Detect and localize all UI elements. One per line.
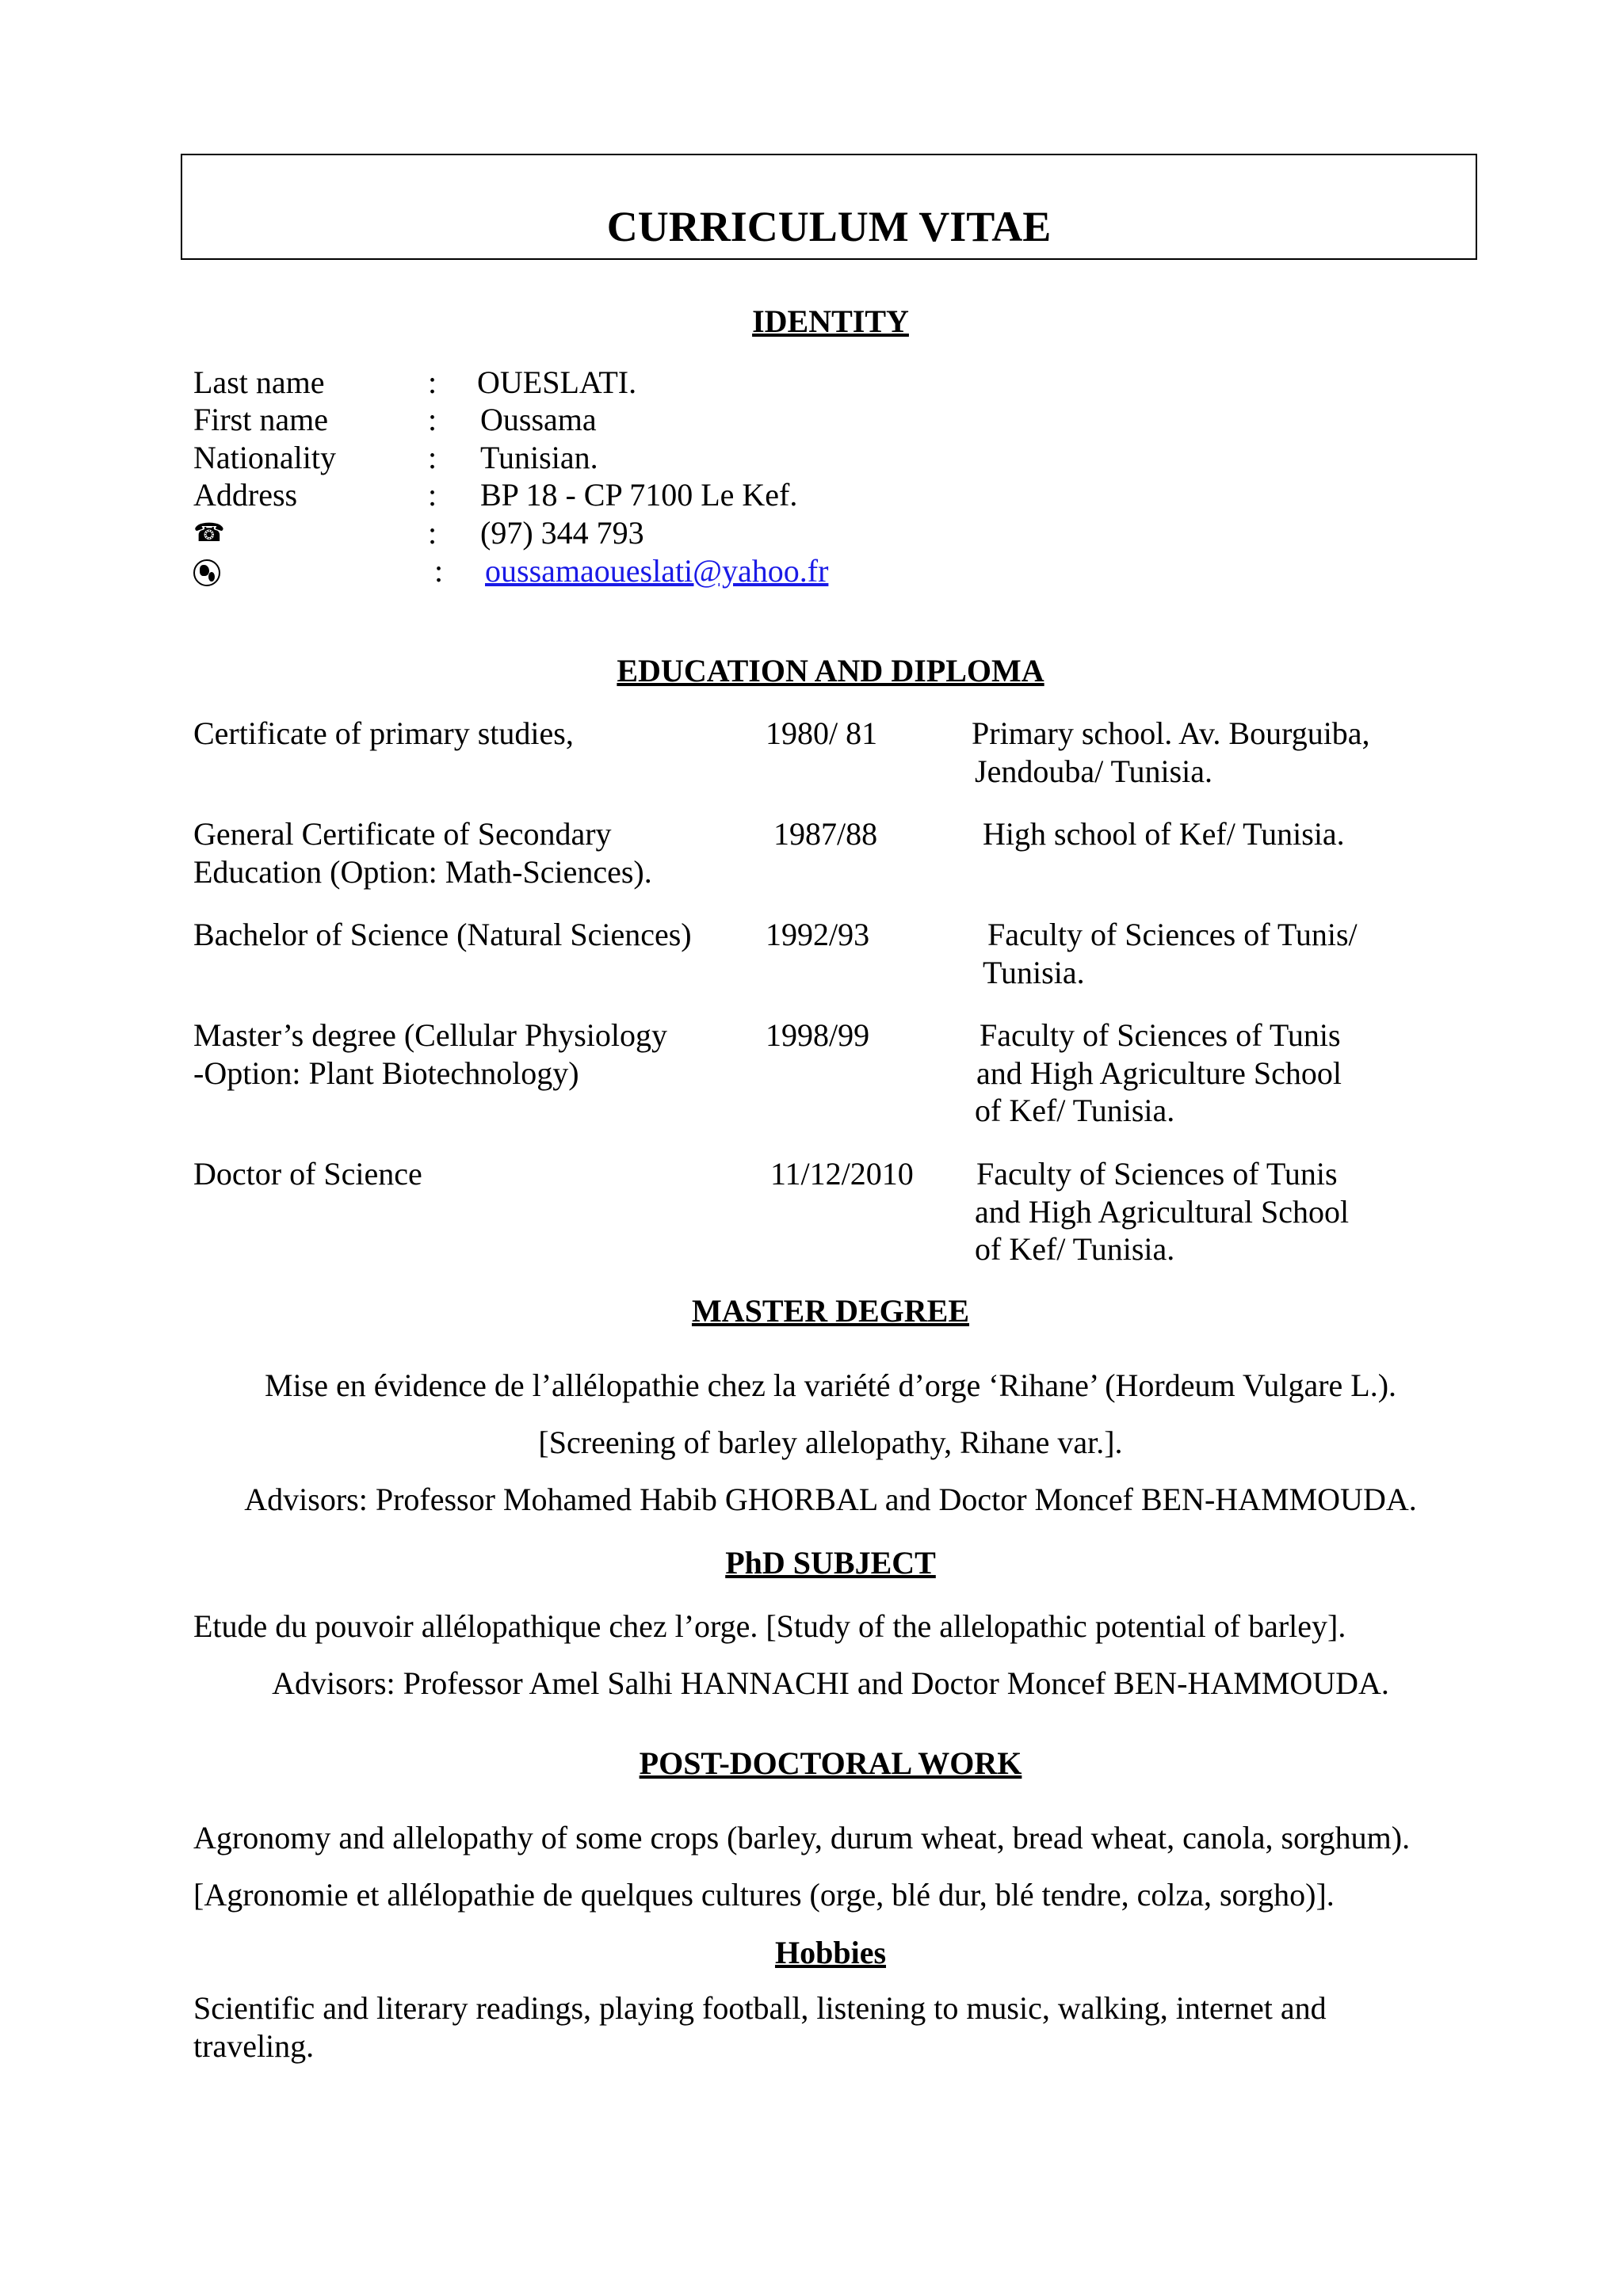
nationality-value: Tunisian.: [480, 440, 598, 475]
degree-year: 1992/93: [766, 917, 870, 952]
phd-subject: Etude du pouvoir allélopathique chez l’orge. [Study of the allelopathic potential of barley].: [193, 1608, 1346, 1644]
telephone-icon: ☎: [193, 517, 225, 547]
postdoc-heading: POST-DOCTORAL WORK: [639, 1745, 1022, 1781]
institution-line: Faculty of Sciences of Tunis: [976, 1156, 1338, 1192]
phone-value: (97) 344 793: [480, 515, 644, 551]
title-box: [181, 154, 1477, 260]
globe-icon: [193, 552, 220, 589]
identity-heading: IDENTITY: [752, 303, 909, 339]
identity-colon: :: [428, 364, 437, 400]
master-degree-heading: MASTER DEGREE: [691, 1293, 970, 1329]
institution-line: and High Agriculture School: [976, 1055, 1342, 1091]
document-title: CURRICULUM VITAE: [606, 203, 1052, 250]
identity-colon: :: [428, 402, 437, 437]
institution-line: of Kef/ Tunisia.: [975, 1231, 1175, 1267]
degree-line: Doctor of Science: [193, 1156, 422, 1192]
postdoc-line: Agronomy and allelopathy of some crops (barley, durum wheat, bread wheat, canola, sorghum).: [193, 1820, 1411, 1855]
identity-row-nationality: [0, 439, 1623, 476]
address-value: BP 18 - CP 7100 Le Kef.: [480, 477, 798, 513]
master-thesis-translation: [Screening of barley allelopathy, Rihane var.].: [538, 1425, 1123, 1460]
degree-line: Education (Option: Math-Sciences).: [193, 854, 652, 890]
degree-line: General Certificate of Secondary: [193, 816, 612, 852]
hobbies-heading: Hobbies: [774, 1935, 887, 1970]
identity-colon: :: [428, 477, 437, 513]
institution-line: High school of Kef/ Tunisia.: [983, 816, 1345, 852]
identity-colon: :: [434, 553, 444, 589]
institution-line: Tunisia.: [983, 955, 1085, 990]
degree-year: 1980/ 81: [766, 715, 878, 751]
phd-heading: PhD SUBJECT: [725, 1545, 936, 1581]
master-advisors: Advisors: Professor Mohamed Habib GHORBAL and Doctor Moncef BEN-HAMMOUDA.: [244, 1482, 1417, 1517]
degree-line: Master’s degree (Cellular Physiology: [193, 1017, 668, 1053]
identity-label: Address: [193, 477, 298, 513]
identity-row-phone: [0, 514, 1623, 551]
institution-line: Faculty of Sciences of Tunis/: [987, 917, 1358, 952]
institution-line: of Kef/ Tunisia.: [975, 1093, 1175, 1128]
identity-row-first-name: [0, 401, 1623, 438]
postdoc-line: [Agronomie et allélopathie de quelques cultures (orge, blé dur, blé tendre, colza, sorgho)].: [193, 1877, 1335, 1913]
degree-line: Certificate of primary studies,: [193, 715, 574, 751]
identity-label: First name: [193, 402, 328, 437]
degree-line: -Option: Plant Biotechnology): [193, 1055, 579, 1091]
degree-year: 1998/99: [766, 1017, 870, 1053]
identity-label: Nationality: [193, 440, 336, 475]
identity-row-address: [0, 476, 1623, 513]
institution-line: Faculty of Sciences of Tunis: [980, 1017, 1341, 1053]
hobbies-line: Scientific and literary readings, playing football, listening to music, walking, internet and: [193, 1990, 1327, 2026]
last-name-value: OUESLATI.: [477, 364, 637, 400]
identity-label: Last name: [193, 364, 325, 400]
degree-line: Bachelor of Science (Natural Sciences): [193, 917, 692, 952]
phd-advisors: Advisors: Professor Amel Salhi HANNACHI and Doctor Moncef BEN-HAMMOUDA.: [272, 1665, 1389, 1701]
identity-colon: :: [428, 440, 437, 475]
master-thesis-title: Mise en évidence de l’allélopathie chez la variété d’orge ‘Rihane’ (Hordeum Vulgare L.).: [264, 1367, 1397, 1403]
identity-row-email: [0, 552, 1623, 589]
institution-line: Jendouba/ Tunisia.: [975, 753, 1213, 789]
first-name-value: Oussama: [480, 402, 597, 437]
email-link[interactable]: oussamaoueslati@yahoo.fr: [485, 553, 829, 589]
institution-line: and High Agricultural School: [975, 1194, 1350, 1230]
degree-year: 11/12/2010: [770, 1156, 914, 1192]
education-heading: EDUCATION AND DIPLOMA: [617, 653, 1044, 688]
hobbies-line: traveling.: [193, 2028, 315, 2064]
identity-row-last-name: [0, 364, 1623, 401]
degree-year: 1987/88: [773, 816, 878, 852]
identity-colon: :: [428, 515, 437, 551]
institution-line: Primary school. Av. Bourguiba,: [972, 715, 1370, 751]
